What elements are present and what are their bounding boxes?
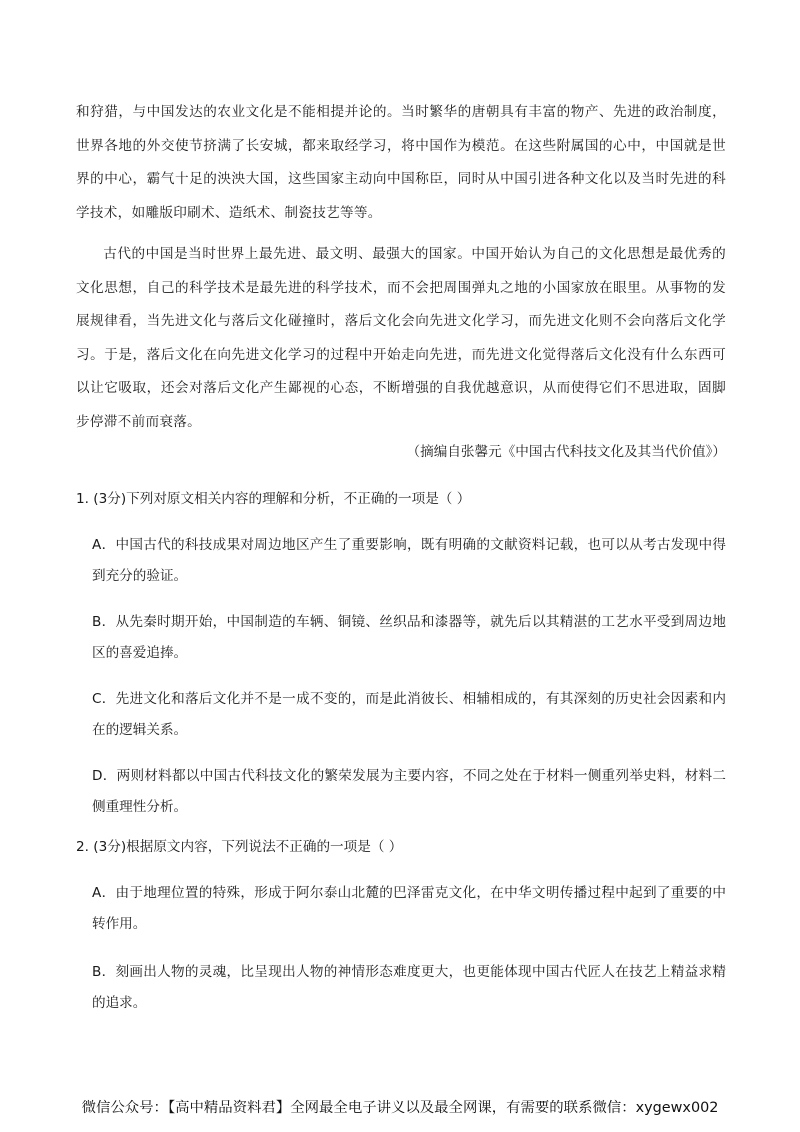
question-1-option-b: B．从先秦时期开始，中国制造的车辆、铜镜、丝织品和漆器等，就先后以其精湛的工艺水平受到周边地区的喜爱追捧。	[92, 614, 726, 661]
question-1-option-c: C．先进文化和落后文化并不是一成不变的，而是此消彼长、相辅相成的，有其深刻的历史社会因素和内在的逻辑关系。	[92, 691, 726, 738]
question-1-option-d: D．两则材料都以中国古代科技文化的繁荣发展为主要内容，不同之处在于材料一侧重列举史料，材料二侧重理性分析。	[92, 768, 726, 815]
question-2-stem: 2. (3分)根据原文内容，下列说法不正确的一项是（ ）	[76, 839, 403, 855]
question-1-stem: 1. (3分)下列对原文相关内容的理解和分析，不正确的一项是（ ）	[76, 491, 471, 507]
question-2-option-b: B．刻画出人物的灵魂，比呈现出人物的神情形态难度更大，也更能体现中国古代匠人在技艺上精益求精的追求。	[92, 964, 726, 1011]
passage-source-citation: （摘编自张馨元《中国古代科技文化及其当代价值》）	[406, 444, 726, 460]
footer-watermark-text: 微信公众号：【高中精品资料君】全网最全电子讲义以及最全网课，有需要的联系微信：xygewx002	[81, 1100, 719, 1116]
passage-paragraph-1: 和狩猎，与中国发达的农业文化是不能相提并论的。当时繁华的唐朝具有丰富的物产、先进的政治制度，世界各地的外交使节挤满了长安城，都来取经学习，将中国作为模范。在这些附属国的心中，中国就是世界的中心，霸气十足的泱泱大国，这些国家主动向中国称臣，同时从中国引进各种文化以及当时先进的科学技术，如雕版印刷术、造纸术、制瓷技艺等等。	[76, 104, 726, 221]
passage-paragraph-2: 古代的中国是当时世界上最先进、最文明、最强大的国家。中国开始认为自己的文化思想是最优秀的文化思想，自己的科学技术是最先进的科学技术，而不会把周围弹丸之地的小国家放在眼里。从事物的发展规律看，当先进文化与落后文化碰撞时，落后文化会向先进文化学习，而先进文化则不会向落后文化学习。于是，落后文化在向先进文化学习的过程中开始走向先进，而先进文化觉得落后文化没有什么东西可以让它吸取，还会对落后文化产生鄙视的心态，不断增强的自我优越意识，从而使得它们不思进取，固脚步停滞不前而衰落。	[76, 246, 726, 430]
question-1-option-a: A．中国古代的科技成果对周边地区产生了重要影响，既有明确的文献资料记载，也可以从考古发现中得到充分的验证。	[92, 537, 726, 584]
question-2-option-a: A．由于地理位置的特殊，形成于阿尔泰山北麓的巴泽雷克文化，在中华文明传播过程中起到了重要的中转作用。	[92, 885, 726, 932]
